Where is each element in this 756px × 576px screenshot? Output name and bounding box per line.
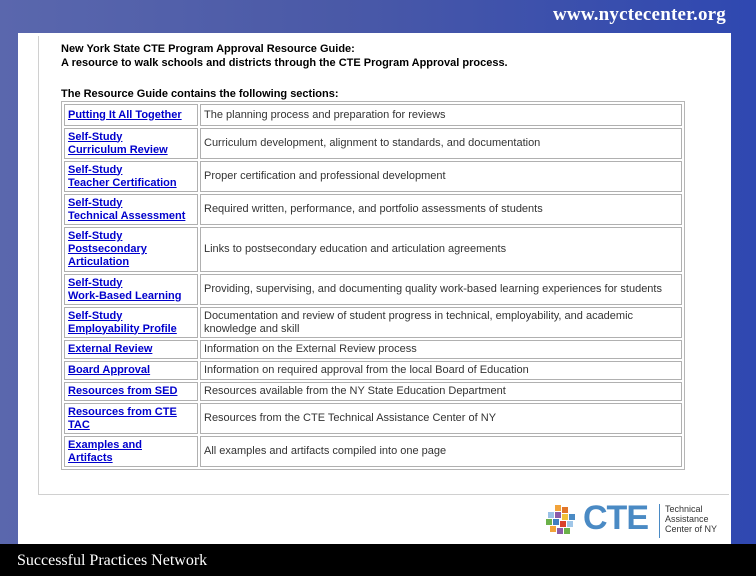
section-description: The planning process and preparation for reviews [204,108,446,121]
section-description-cell [200,403,682,434]
table-row [64,128,682,159]
section-description-cell [200,161,682,192]
logo-text [665,504,725,534]
table-row [64,104,682,126]
section-description-cell [200,307,682,338]
section-description-cell [200,382,682,401]
section-description: Information on the External Review process [204,343,417,355]
section-description-cell [200,436,682,467]
section-description-cell [200,194,682,225]
section-link-cell [64,403,198,434]
cte-mosaic-icon [546,505,576,535]
logo-wordmark: CTE [583,499,648,537]
section-description: Proper certification and professional development [204,170,446,182]
table-row [64,307,682,338]
section-description: Providing, supervising, and documenting quality work-based learning experiences for students [204,283,662,295]
section-link-cell [64,161,198,192]
section-description-cell [200,227,682,272]
logo-text-line: Assistance [665,514,709,524]
section-description: Required written, performance, and portfolio assessments of students [204,203,543,215]
sections-table [61,101,685,470]
section-description-cell [200,104,682,126]
section-link-cell [64,382,198,401]
section-link-technical-assessment[interactable]: Self-Study Technical Assessment [68,196,186,222]
table-row [64,274,682,305]
section-link-teacher-certification[interactable]: Self-Study Teacher Certification [68,163,177,189]
section-link-examples-and-artifacts[interactable]: Examples and Artifacts [68,438,142,464]
section-link-cell [64,361,198,380]
section-link-employability-profile[interactable]: Self-Study Employability Profile [68,309,177,335]
section-description-cell [200,361,682,380]
section-description: Resources available from the NY State Education Department [204,385,506,397]
table-row [64,361,682,380]
section-link-cell [64,436,198,467]
section-link-external-review[interactable]: External Review [68,343,153,355]
section-link-cell [64,340,198,359]
document-title: New York State CTE Program Approval Resource Guide: [61,43,355,55]
section-description: All examples and artifacts compiled into one page [204,445,447,457]
document-header [61,42,508,70]
section-link-resources-from-cte-tac[interactable]: Resources from CTE TAC [68,405,177,431]
table-row [64,403,682,434]
sections-heading: The Resource Guide contains the following sections: [61,88,339,100]
cte-tac-logo [546,499,726,539]
section-link-cell [64,227,198,272]
table-row [64,382,682,401]
section-link-putting-it-all-together[interactable]: Putting It All Together [68,108,182,121]
section-description-cell [200,274,682,305]
footer-text: Successful Practices Network [17,552,208,569]
section-description: Information on required approval from the local Board of Education [204,364,529,376]
logo-text-line: Center of NY [665,524,718,534]
section-link-cell [64,104,198,126]
table-row [64,194,682,225]
section-description-cell [200,340,682,359]
site-url: www.nyctecenter.org [553,4,726,25]
section-link-cell [64,274,198,305]
logo-divider [659,504,660,538]
section-description: Documentation and review of student progress in technical, employability, and academic knowledge and skill [204,309,634,335]
table-row [64,340,682,359]
section-link-cell [64,194,198,225]
section-link-cell [64,307,198,338]
logo-text-line: Technical [665,504,703,514]
section-link-postsecondary-articulation[interactable]: Self-Study Postsecondary Articulation [68,230,147,268]
section-description-cell [200,128,682,159]
section-link-board-approval[interactable]: Board Approval [68,364,151,376]
section-link-work-based-learning[interactable]: Self-Study Work-Based Learning [68,276,182,302]
table-row [64,436,682,467]
table-row [64,161,682,192]
section-description: Links to postsecondary education and articulation agreements [204,243,507,255]
section-link-resources-from-sed[interactable]: Resources from SED [68,385,178,397]
section-description: Resources from the CTE Technical Assistance Center of NY [204,412,497,424]
document-subtitle: A resource to walk schools and districts through the CTE Program Approval process. [61,57,508,69]
section-link-curriculum-review[interactable]: Self-Study Curriculum Review [68,130,168,156]
section-link-cell [64,128,198,159]
table-row [64,227,682,272]
section-description: Curriculum development, alignment to standards, and documentation [204,137,541,149]
